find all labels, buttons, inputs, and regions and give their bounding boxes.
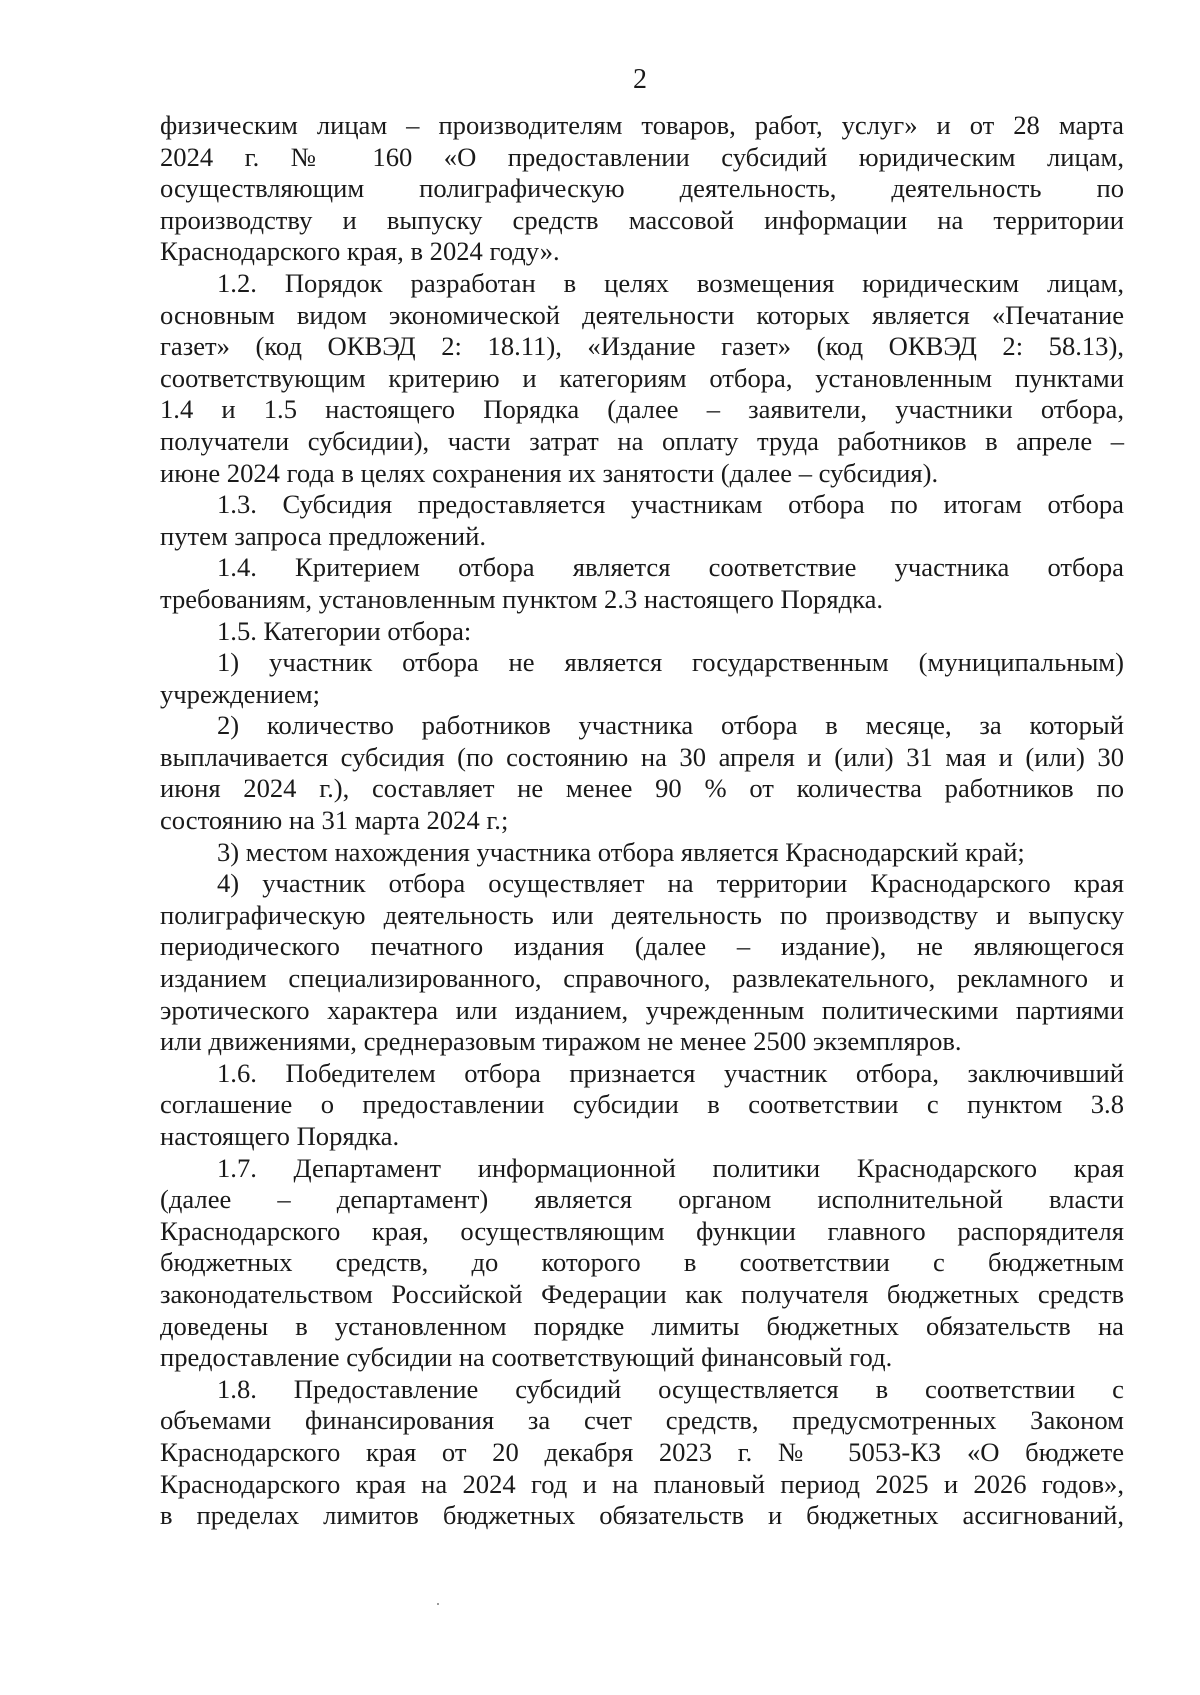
text-line: 1.7. Департамент информационной политики Краснодарского края bbox=[217, 1152, 1124, 1183]
text-line: 1) участник отбора не является государственным (муниципальным) bbox=[217, 647, 1124, 678]
text-line: 2) количество работников участника отбора в месяце, за который bbox=[217, 710, 1124, 741]
text-line: соответствующим критерию и категориям отбора, установленным пунктами bbox=[160, 362, 1124, 393]
text-line: производству и выпуску средств массовой информации на территории bbox=[160, 204, 1124, 235]
text-line: законодательством Российской Федерации как получателя бюджетных средств bbox=[160, 1278, 1124, 1309]
text-line: физическим лицам – производителям товаров, работ, услуг» и от 28 марта bbox=[160, 110, 1124, 140]
text-line: Краснодарского края на 2024 год и на плановый период 2025 и 2026 годов», bbox=[160, 1468, 1124, 1499]
text-line: 1.5. Категории отбора: bbox=[217, 615, 472, 646]
text-line: 3) местом нахождения участника отбора является Краснодарский край; bbox=[217, 836, 1025, 867]
text-line: Краснодарского края, осуществляющим функции главного распорядителя bbox=[160, 1215, 1124, 1246]
text-line: июня 2024 г.), составляет не менее 90 % от количества работников по bbox=[160, 773, 1124, 804]
text-line: требованиям, установленным пунктом 2.3 настоящего Порядка. bbox=[160, 583, 884, 614]
text-line: бюджетных средств, до которого в соответствии с бюджетным bbox=[160, 1247, 1124, 1278]
text-line: 1.8. Предоставление субсидий осуществляется в соответствии с bbox=[217, 1373, 1124, 1404]
text-line: учреждением; bbox=[160, 678, 320, 709]
text-line: эротического характера или изданием, учрежденным политическими партиями bbox=[160, 994, 1124, 1025]
text-line: полиграфическую деятельность или деятельность по производству и выпуску bbox=[160, 899, 1124, 930]
text-line: 1.3. Субсидия предоставляется участникам отбора по итогам отбора bbox=[217, 489, 1124, 520]
scan-speck bbox=[437, 1603, 439, 1605]
text-line: 1.4. Критерием отбора является соответствие участника отбора bbox=[217, 552, 1124, 583]
text-line: получатели субсидии), части затрат на оплату труда работников в апреле – bbox=[160, 425, 1124, 456]
text-line: 1.2. Порядок разработан в целях возмещения юридическим лицам, bbox=[217, 267, 1124, 298]
text-line: 2024 г. № 160 «О предоставлении субсидий юридическим лицам, bbox=[160, 141, 1124, 172]
text-line: предоставление субсидии на соответствующий финансовый год. bbox=[160, 1342, 893, 1373]
text-line: основным видом экономической деятельности которых является «Печатание bbox=[160, 299, 1124, 330]
text-line: периодического печатного издания (далее – издание), не являющегося bbox=[160, 931, 1124, 962]
text-line: (далее – департамент) является органом исполнительной власти bbox=[160, 1184, 1124, 1215]
text-line: 1.4 и 1.5 настоящего Порядка (далее – заявители, участники отбора, bbox=[160, 394, 1124, 425]
text-line: объемами финансирования за счет средств, предусмотренных Законом bbox=[160, 1405, 1124, 1436]
text-line: путем запроса предложений. bbox=[160, 520, 487, 551]
text-line: изданием специализированного, справочного, развлекательного, рекламного и bbox=[160, 963, 1124, 994]
text-line: 1.6. Победителем отбора признается участник отбора, заключивший bbox=[217, 1057, 1124, 1088]
text-line: настоящего Порядка. bbox=[160, 1121, 400, 1151]
text-line: осуществляющим полиграфическую деятельность, деятельность по bbox=[160, 173, 1124, 204]
text-line: доведены в установленном порядке лимиты бюджетных обязательств на bbox=[160, 1310, 1124, 1341]
text-line: Краснодарского края от 20 декабря 2023 г. № 5053-КЗ «О бюджете bbox=[160, 1436, 1124, 1467]
text-line: или движениями, среднеразовым тиражом не менее 2500 экземпляров. bbox=[160, 1026, 962, 1057]
text-line: газет» (код ОКВЭД 2: 18.11), «Издание газет» (код ОКВЭД 2: 58.13), bbox=[160, 331, 1124, 362]
page-number: 2 bbox=[633, 64, 647, 95]
text-line: июне 2024 года в целях сохранения их занятости (далее – субсидия). bbox=[160, 457, 939, 488]
text-line: Краснодарского края, в 2024 году». bbox=[160, 236, 560, 267]
text-line: состоянию на 31 марта 2024 г.; bbox=[160, 805, 509, 836]
text-line: 4) участник отбора осуществляет на территории Краснодарского края bbox=[217, 868, 1124, 899]
text-line: в пределах лимитов бюджетных обязательств и бюджетных ассигнований, bbox=[160, 1500, 1124, 1531]
text-line: соглашение о предоставлении субсидии в соответствии с пунктом 3.8 bbox=[160, 1089, 1124, 1120]
document-body bbox=[160, 110, 1124, 1532]
text-line: выплачивается субсидия (по состоянию на 30 апреля и (или) 31 мая и (или) 30 bbox=[160, 741, 1124, 772]
